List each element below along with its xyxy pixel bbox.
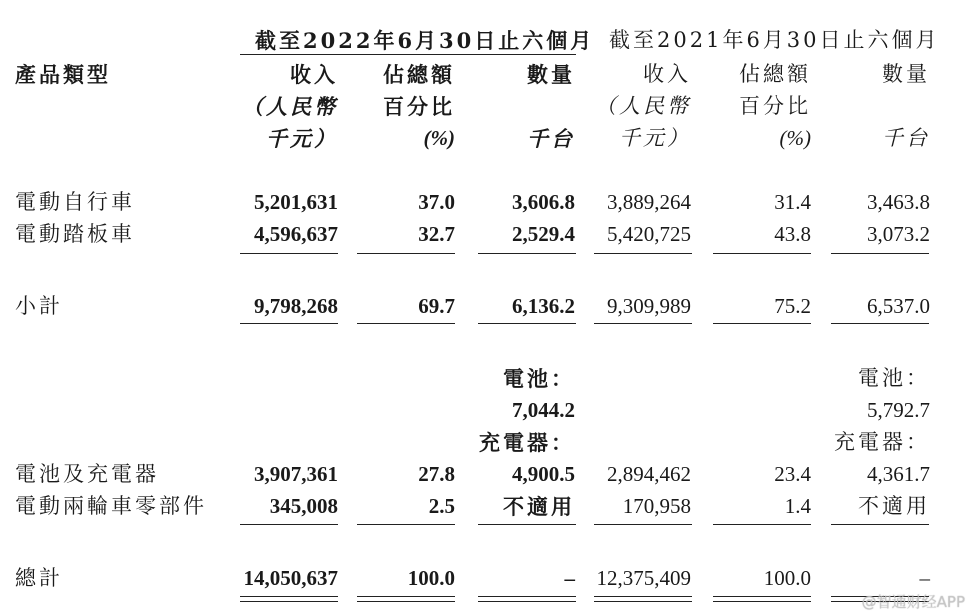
rule-qty21-before-total bbox=[831, 524, 929, 525]
cell-rev22-e-scooter: 4,596,637 bbox=[254, 222, 338, 246]
pct-unit-2022: (%) bbox=[423, 126, 455, 150]
rule-rev21-before-total bbox=[594, 524, 692, 525]
row-label-e-bicycle: 電動自行車 bbox=[15, 190, 135, 214]
row-label-subtotal: 小計 bbox=[15, 294, 63, 318]
revenue-unit-2022-line2: 千元） bbox=[266, 126, 338, 151]
period-2022-underline bbox=[240, 54, 576, 55]
cell-rev21-e-bicycle: 3,889,264 bbox=[607, 190, 691, 214]
cell-rev21-battery-charger: 2,894,462 bbox=[607, 462, 691, 486]
cell-qty22-subtotal: 6,136.2 bbox=[512, 294, 575, 318]
cell-pct21-e-bicycle: 31.4 bbox=[774, 190, 811, 214]
cell-pct21-parts: 1.4 bbox=[784, 494, 811, 518]
product-type-heading: 產品類型 bbox=[15, 62, 111, 87]
revenue-unit-2022-line1: （人民幣 bbox=[242, 94, 338, 119]
revenue-heading-2021: 收入 bbox=[643, 62, 691, 86]
cell-pct22-e-bicycle: 37.0 bbox=[418, 190, 455, 214]
double-rule-rev21-total bbox=[594, 596, 692, 602]
cell-qty21-parts: 不適用 bbox=[858, 494, 930, 518]
cell-qty21-subtotal: 6,537.0 bbox=[867, 294, 930, 318]
row-label-e-scooter: 電動踏板車 bbox=[15, 222, 135, 246]
pct-heading-2022-line2: 百分比 bbox=[383, 94, 455, 119]
double-rule-pct21-total bbox=[713, 596, 811, 602]
pct-heading-2022: 佔總額 bbox=[383, 62, 455, 87]
cell-rev22-subtotal: 9,798,268 bbox=[254, 294, 338, 318]
battery-label-2021: 電池： bbox=[858, 366, 930, 390]
cell-rev22-e-bicycle: 5,201,631 bbox=[254, 190, 338, 214]
charger-label-2022: 充電器： bbox=[479, 430, 575, 455]
cell-qty21-total: – bbox=[919, 566, 930, 590]
cell-qty21-e-bicycle: 3,463.8 bbox=[867, 190, 930, 214]
row-label-total: 總計 bbox=[15, 566, 63, 590]
cell-rev22-battery-charger: 3,907,361 bbox=[254, 462, 338, 486]
cell-rev22-parts: 345,008 bbox=[269, 494, 338, 518]
battery-label-2022: 電池： bbox=[503, 366, 575, 391]
pct-heading-2021-line2: 百分比 bbox=[739, 94, 811, 118]
battery-qty-2022: 7,044.2 bbox=[512, 398, 575, 422]
cell-pct21-e-scooter: 43.8 bbox=[774, 222, 811, 246]
rule-rev21-subtotal bbox=[594, 253, 692, 254]
rule-rev22-before-total bbox=[240, 524, 338, 525]
rule-pct21-after-subtotal bbox=[713, 323, 811, 324]
rule-qty22-before-total bbox=[478, 524, 576, 525]
cell-pct21-total: 100.0 bbox=[763, 566, 811, 590]
revenue-heading-2022: 收入 bbox=[290, 62, 338, 87]
rule-rev22-after-subtotal bbox=[240, 323, 338, 324]
cell-qty22-e-bicycle: 3,606.8 bbox=[512, 190, 575, 214]
cell-pct22-parts: 2.5 bbox=[428, 494, 455, 518]
cell-pct21-battery-charger: 23.4 bbox=[774, 462, 811, 486]
rule-pct22-subtotal bbox=[357, 253, 455, 254]
cell-pct22-battery-charger: 27.8 bbox=[418, 462, 455, 486]
cell-qty21-e-scooter: 3,073.2 bbox=[867, 222, 930, 246]
watermark: @智通财经APP bbox=[861, 593, 965, 611]
charger-label-2021: 充電器： bbox=[834, 430, 930, 454]
period-2021-heading: 截至2021年6月30日止六個月 bbox=[609, 28, 940, 52]
rule-pct22-after-subtotal bbox=[357, 323, 455, 324]
cell-pct22-e-scooter: 32.7 bbox=[418, 222, 455, 246]
cell-qty22-e-scooter: 2,529.4 bbox=[512, 222, 575, 246]
cell-rev21-parts: 170,958 bbox=[622, 494, 691, 518]
cell-rev21-e-scooter: 5,420,725 bbox=[607, 222, 691, 246]
row-label-parts: 電動兩輪車零部件 bbox=[15, 494, 207, 518]
cell-pct21-subtotal: 75.2 bbox=[774, 294, 811, 318]
period-2022-heading: 截至2022年6月30日止六個月 bbox=[255, 28, 595, 53]
rule-qty22-subtotal bbox=[478, 253, 576, 254]
cell-rev21-subtotal: 9,309,989 bbox=[607, 294, 691, 318]
cell-qty22-total: – bbox=[564, 566, 575, 590]
rule-rev21-after-subtotal bbox=[594, 323, 692, 324]
pct-unit-2021: (%) bbox=[779, 126, 811, 150]
cell-rev22-total: 14,050,637 bbox=[243, 566, 338, 590]
double-rule-pct22-total bbox=[357, 596, 455, 602]
qty-heading-2021: 數量 bbox=[882, 62, 930, 86]
rule-pct22-before-total bbox=[357, 524, 455, 525]
qty-unit-2022: 千台 bbox=[527, 126, 575, 151]
cell-pct22-total: 100.0 bbox=[407, 566, 455, 590]
double-rule-rev22-total bbox=[240, 596, 338, 602]
revenue-unit-2021-line1: （人民幣 bbox=[595, 94, 691, 118]
rule-rev22-subtotal bbox=[240, 253, 338, 254]
pct-heading-2021: 佔總額 bbox=[739, 62, 811, 86]
charger-qty-2021: 4,361.7 bbox=[867, 462, 930, 486]
rule-qty21-after-subtotal bbox=[831, 323, 929, 324]
rule-qty21-subtotal bbox=[831, 253, 929, 254]
rule-pct21-subtotal bbox=[713, 253, 811, 254]
cell-qty22-parts: 不適用 bbox=[503, 494, 575, 519]
rule-qty22-after-subtotal bbox=[478, 323, 576, 324]
qty-unit-2021: 千台 bbox=[882, 126, 930, 150]
rule-pct21-before-total bbox=[713, 524, 811, 525]
double-rule-qty22-total bbox=[478, 596, 576, 602]
qty-heading-2022: 數量 bbox=[527, 62, 575, 87]
revenue-unit-2021-line2: 千元） bbox=[619, 126, 691, 150]
cell-pct22-subtotal: 69.7 bbox=[418, 294, 455, 318]
charger-qty-2022: 4,900.5 bbox=[512, 462, 575, 486]
cell-rev21-total: 12,375,409 bbox=[596, 566, 691, 590]
row-label-battery-charger: 電池及充電器 bbox=[15, 462, 159, 486]
battery-qty-2021: 5,792.7 bbox=[867, 398, 930, 422]
